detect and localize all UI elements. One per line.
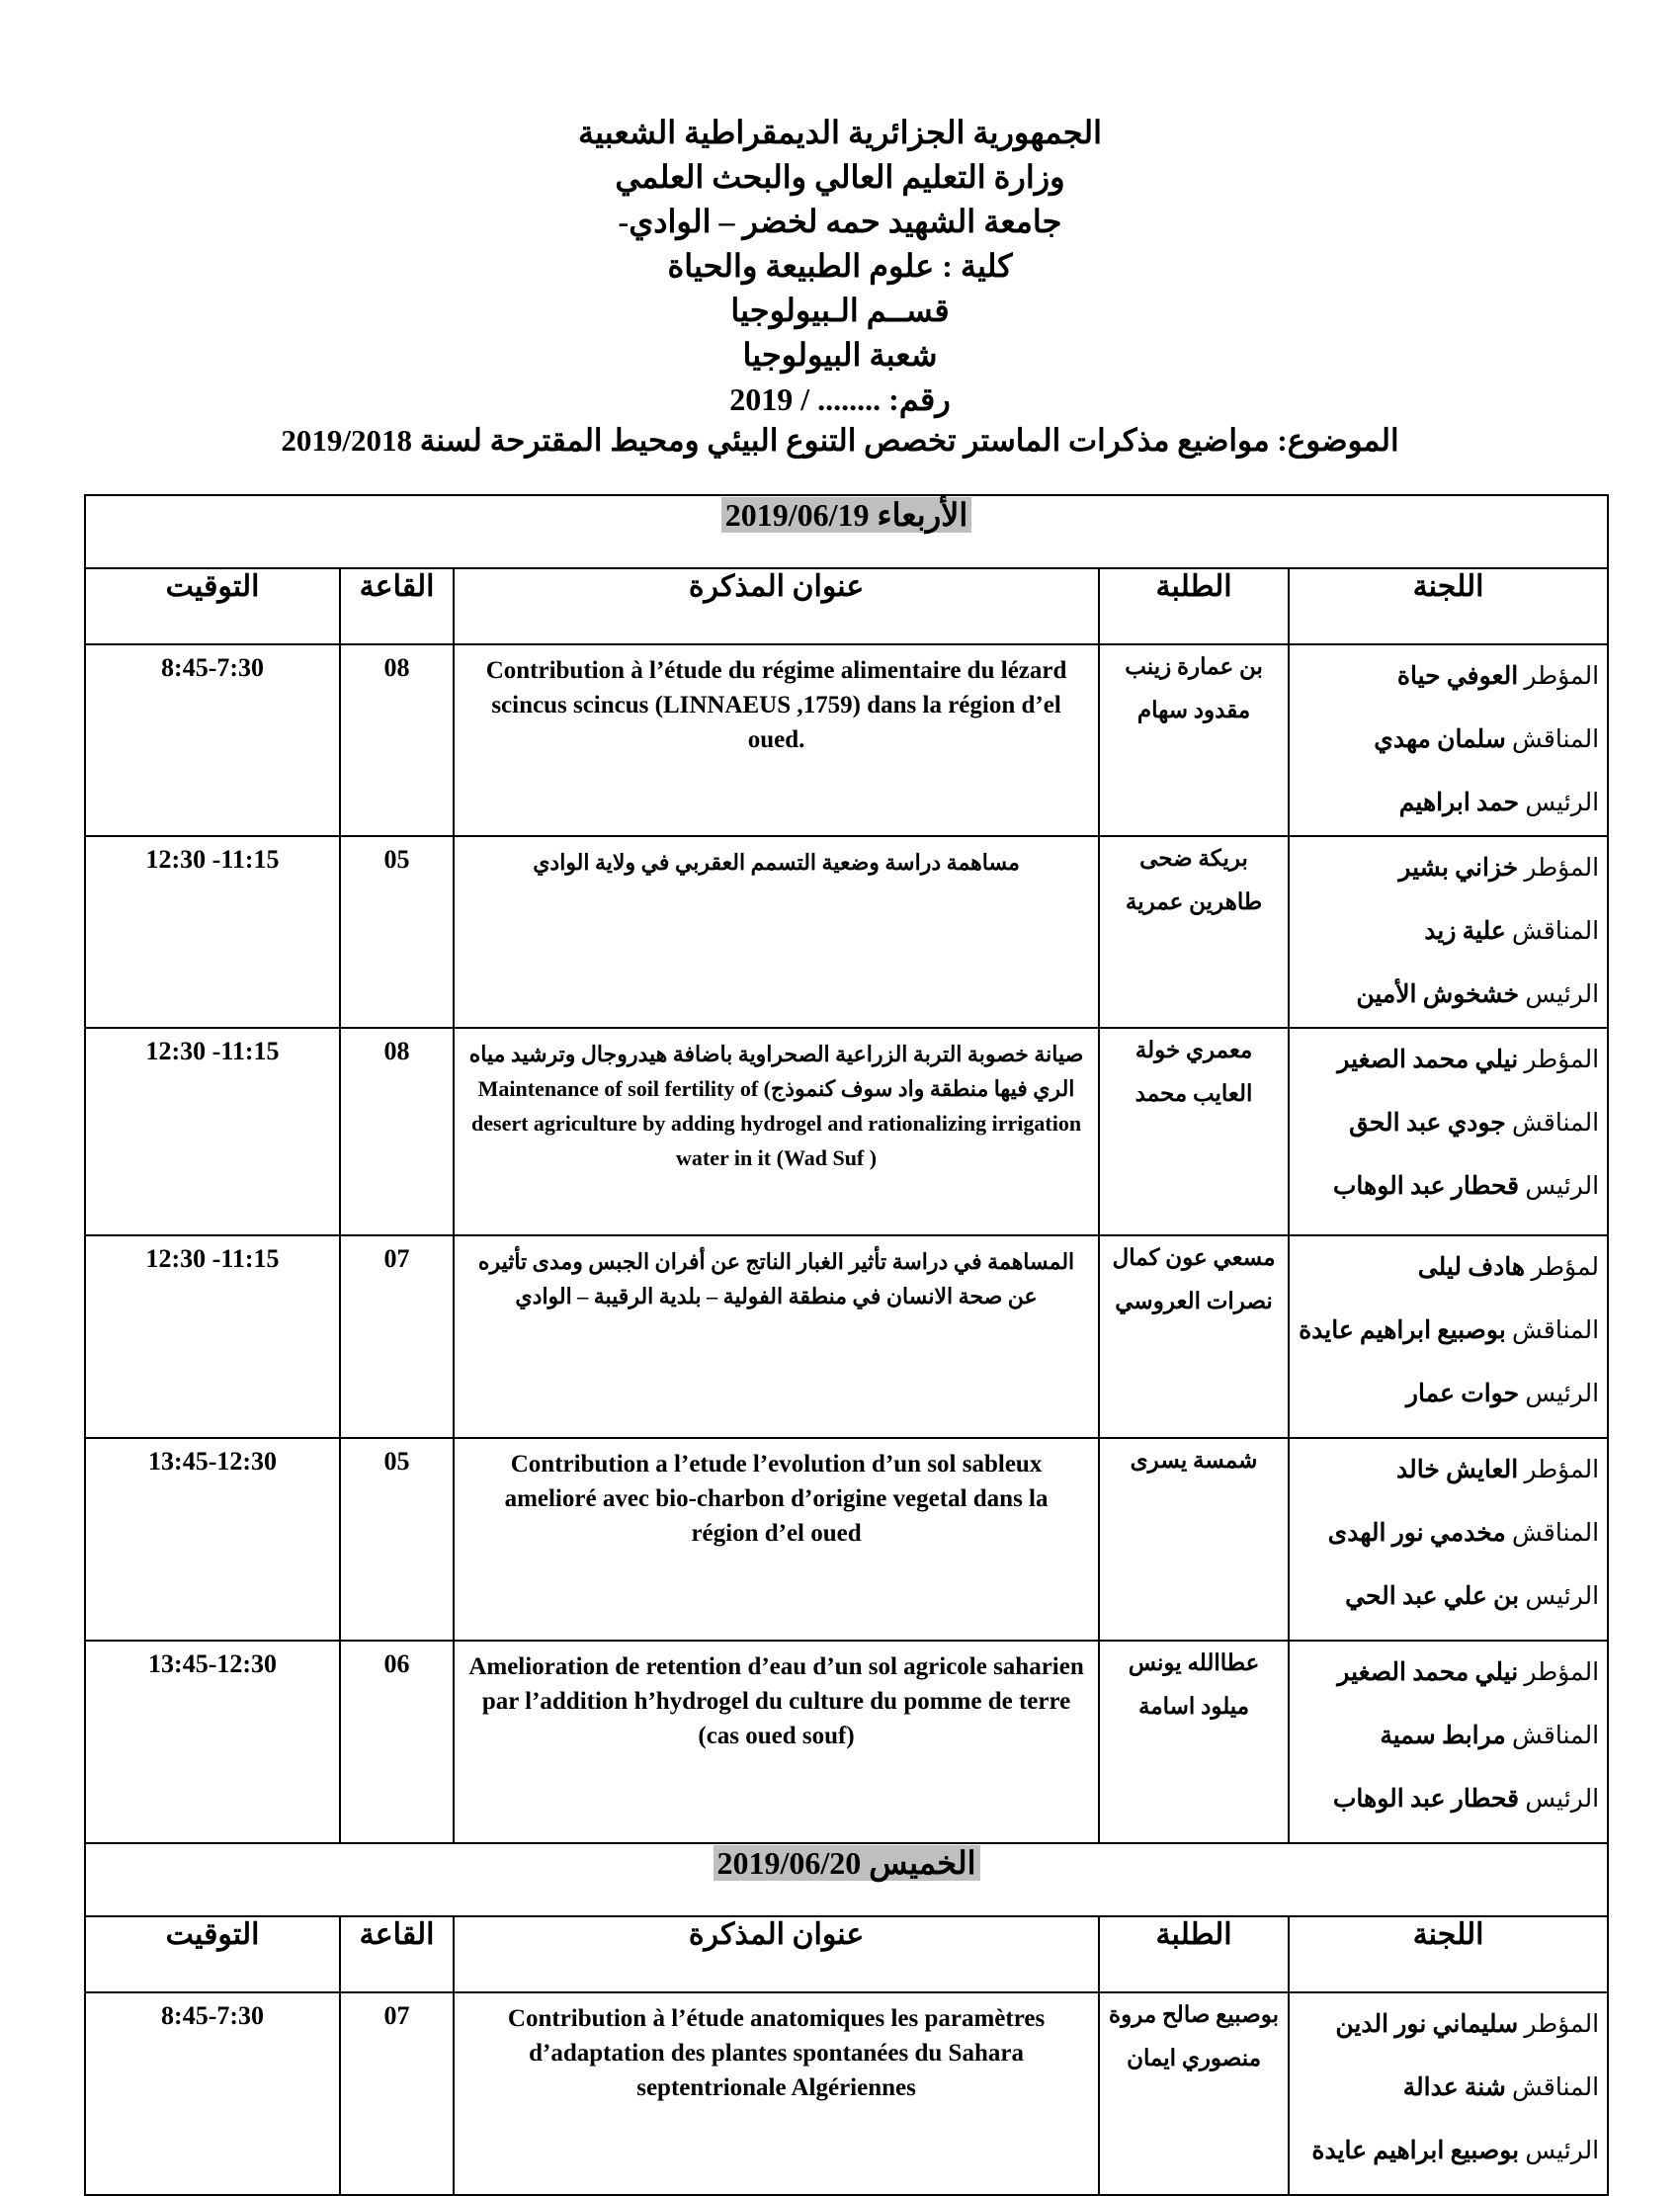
committee-cell [1289,836,1608,1028]
department-line: قســم الـبيولوجيا [730,293,950,328]
column-header-room: القاعة [340,568,454,644]
committee-name: خشخوش الأمين [1356,981,1520,1008]
reference-number: رقم: ........ / 2019 [729,381,951,417]
committee-name: خزاني بشير [1398,855,1519,882]
committee-name: بوصبيع ابراهيم عايدة [1311,2138,1520,2164]
table-row [85,1028,1608,1235]
committee-role: المناقش [1512,1723,1600,1749]
committee-role: المؤطر [1524,2011,1600,2038]
committee-member [1290,2120,1607,2183]
committee-role: الرئيس [1525,1786,1600,1813]
column-header-title: عنوان المذكرة [454,568,1099,644]
committee-role: لمؤطر [1531,1254,1600,1281]
day-label: الأربعاء 2019/06/19 [721,497,972,533]
student-name: منصوري ايمان [1127,2046,1262,2070]
committee-role: المؤطر [1524,855,1600,882]
day-row [85,495,1608,568]
committee-role: المناقش [1512,1110,1600,1137]
time-slot: 12:30 -11:15 [85,1235,340,1438]
committee-role: المناقش [1512,918,1600,945]
student-name: طاهرين عمرية [1125,889,1263,914]
committee-member [1290,1565,1607,1629]
time-slot: 13:45-12:30 [85,1641,340,1843]
thesis-title: Amelioration de retention d’eau d’un sol agricole saharien par l’addition h’hydrogel du culture du pomme de terre (cas oued souf) [454,1641,1099,1843]
document-header [0,111,1680,422]
subject-line: الموضوع: مواضيع مذكرات الماستر تخصص التنوع البيئي ومحيط المقترحة لسنة 2019/2018 [281,423,1399,458]
time-slot: 8:45-7:30 [85,644,340,836]
committee-member [1290,1502,1607,1565]
committee-name: بن علي عبد الحي [1345,1583,1520,1610]
student-name: العايب محمد [1134,1081,1253,1106]
column-header-room: القاعة [340,1916,454,1992]
committee-role: المناقش [1512,2074,1600,2101]
ministry-line: وزارة التعليم العالي والبحث العلمي [615,159,1065,195]
committee-name: شنة عدالة [1402,2074,1506,2101]
committee-role: الرئيس [1525,790,1600,816]
committee-cell [1289,644,1608,836]
day-label: الخميس 2019/06/20 [714,1845,980,1881]
committee-cell [1289,1438,1608,1641]
day-row [85,1843,1608,1916]
table-row [85,1438,1608,1641]
committee-role: الرئيس [1525,1381,1600,1407]
column-header-row [85,568,1608,644]
students-cell [1099,1235,1289,1438]
room-number: 06 [340,1641,454,1843]
committee-member [1290,964,1607,1027]
committee-member [1290,1363,1607,1426]
table-row [85,644,1608,836]
time-slot: 12:30 -11:15 [85,836,340,1028]
committee-member [1290,1236,1607,1300]
committee-member [1290,709,1607,772]
thesis-title: Contribution à l’étude du régime alimentaire du lézard scincus scincus (LINNAEUS ,1759) dans la région d’el oued. [454,644,1099,836]
time-slot: 13:45-12:30 [85,1438,340,1641]
thesis-title: Contribution a l’etude l’evolution d’un sol sableux amelioré avec bio-charbon d’origine vegetal dans la région d’el oued [454,1438,1099,1641]
committee-member [1290,1155,1607,1219]
table-row [85,836,1608,1028]
committee-name: سليماني نور الدين [1335,2011,1519,2038]
committee-name: قحطار عبد الوهاب [1332,1173,1520,1200]
student-name: عطاالله يونس [1128,1650,1260,1675]
committee-role: الرئيس [1525,981,1600,1008]
student-name: بوصبيع صالح مروة [1109,2002,1280,2027]
thesis-title: Contribution à l’étude anatomiques les paramètres d’adaptation des plantes spontanées du Sahara septentrionale Algériennes [454,1992,1099,2195]
column-header-row [85,1916,1608,1992]
day-cell [85,1843,1608,1916]
committee-name: جودي عبد الحق [1349,1110,1506,1137]
committee-role: الرئيس [1525,2138,1600,2164]
committee-name: حمد ابراهيم [1398,790,1520,816]
committee-role: الرئيس [1525,1583,1600,1610]
committee-member [1290,1029,1607,1092]
committee-member [1290,900,1607,964]
committee-member [1290,1092,1607,1155]
committee-cell [1289,1641,1608,1843]
committee-member [1290,2057,1607,2120]
committee-role: المؤطر [1524,1047,1600,1073]
thesis-title: مساهمة دراسة وضعية التسمم العقربي في ولاية الوادي [454,836,1099,1028]
column-header-time: التوقيت [85,568,340,644]
time-slot: 8:45-7:30 [85,1992,340,2195]
committee-cell [1289,1028,1608,1235]
student-name: مقدود سهام [1136,698,1251,722]
student-name: ميلود اسامة [1138,1694,1250,1719]
thesis-title: صيانة خصوبة التربة الزراعية الصحراوية باضافة هيدروجال وترشيد مياه الري فيها منطقة واد سوف كنموذج) Maintenance of soil fertility of desert agriculture by adding hydrogel and rationalizing irrigation water in it (Wad Suf ) [454,1028,1099,1235]
committee-name: علية زيد [1424,918,1506,945]
room-number: 05 [340,836,454,1028]
committee-member [1290,645,1607,709]
room-number: 07 [340,1992,454,2195]
column-header-students: الطلبة [1099,568,1289,644]
table-row [85,1235,1608,1438]
committee-member [1290,1993,1607,2057]
student-name: بريكة ضحى [1139,846,1248,871]
time-slot: 12:30 -11:15 [85,1028,340,1235]
committee-name: مخدمي نور الهدى [1327,1520,1506,1547]
student-name: مسعي عون كمال [1112,1245,1276,1270]
branch-line: شعبة البيولوجيا [742,337,938,373]
student-name: معمري خولة [1134,1038,1253,1062]
table-row [85,1641,1608,1843]
column-header-committee: اللجنة [1289,568,1608,644]
committee-name: حوات عمار [1405,1381,1520,1407]
republic-line: الجمهورية الجزائرية الديمقراطية الشعبية [577,115,1102,150]
student-name: نصرات العروسي [1115,1289,1273,1313]
university-line: جامعة الشهيد حمه لخضر – الوادي- [618,204,1062,239]
committee-name: قحطار عبد الوهاب [1332,1786,1520,1813]
committee-role: المناقش [1512,1317,1600,1344]
committee-member [1290,772,1607,835]
students-cell [1099,1992,1289,2195]
room-number: 08 [340,644,454,836]
committee-member [1290,1642,1607,1705]
students-cell [1099,836,1289,1028]
student-name: بن عمارة زينب [1125,654,1263,679]
committee-name: مرابط سمية [1380,1723,1506,1749]
thesis-title: المساهمة في دراسة تأثير الغبار الناتج عن أفران الجبس ومدى تأثيره عن صحة الانسان في منطقة الفولية – بلدية الرقيبة – الوادي [454,1235,1099,1438]
committee-member [1290,837,1607,900]
students-cell [1099,1028,1289,1235]
committee-name: العوفي حياة [1396,663,1519,690]
committee-member [1290,1300,1607,1363]
schedule-table [84,494,1609,2196]
committee-name: هادف ليلى [1417,1254,1526,1281]
room-number: 08 [340,1028,454,1235]
room-number: 07 [340,1235,454,1438]
committee-member [1290,1768,1607,1831]
committee-role: المؤطر [1524,1457,1600,1483]
student-name: شمسة يسرى [1130,1448,1258,1473]
committee-member [1290,1705,1607,1768]
students-cell [1099,1641,1289,1843]
column-header-time: التوقيت [85,1916,340,1992]
committee-cell [1289,1992,1608,2195]
committee-cell [1289,1235,1608,1438]
committee-name: سلمان مهدي [1374,726,1506,753]
committee-name: العايش خالد [1396,1457,1519,1483]
column-header-committee: اللجنة [1289,1916,1608,1992]
table-row [85,1992,1608,2195]
day-cell [85,495,1608,568]
room-number: 05 [340,1438,454,1641]
students-cell [1099,644,1289,836]
students-cell [1099,1438,1289,1641]
column-header-students: الطلبة [1099,1916,1289,1992]
faculty-line: كلية : علوم الطبيعة والحياة [667,248,1013,284]
committee-name: نيلي محمد الصغير [1337,1659,1519,1686]
committee-role: المناقش [1512,1520,1600,1547]
committee-role: المناقش [1512,726,1600,753]
column-header-title: عنوان المذكرة [454,1916,1099,1992]
committee-member [1290,1439,1607,1502]
committee-role: الرئيس [1525,1173,1600,1200]
committee-role: المؤطر [1524,1659,1600,1686]
committee-role: المؤطر [1524,663,1600,690]
committee-name: نيلي محمد الصغير [1337,1047,1519,1073]
committee-name: بوصبيع ابراهيم عايدة [1299,1317,1506,1344]
